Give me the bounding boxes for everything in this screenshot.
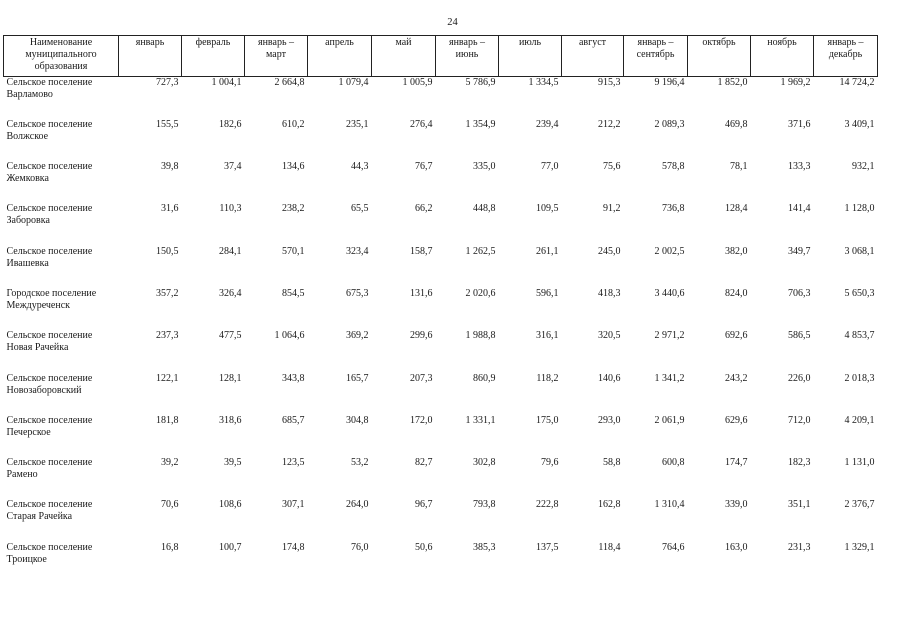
value-cell: 276,4	[410, 118, 433, 130]
value-cell: 610,2	[282, 118, 305, 130]
value-cell: 158,7	[410, 245, 433, 257]
value-cell: 307,1	[282, 499, 305, 511]
value-cell: 1 079,4	[338, 77, 369, 88]
table-row	[4, 415, 878, 457]
value-cell: 320,5	[598, 330, 621, 342]
data-table	[3, 35, 878, 584]
value-cell: 1 334,5	[528, 77, 559, 88]
value-cell: 793,8	[473, 499, 496, 511]
value-cell: 418,3	[598, 287, 621, 299]
value-cell: 371,6	[788, 118, 811, 130]
value-cell: 182,6	[219, 118, 242, 130]
value-cell: 150,5	[156, 245, 179, 257]
value-cell: 5 650,3	[844, 287, 875, 299]
table-row	[4, 161, 878, 203]
table-row	[4, 330, 878, 372]
value-cell: 477,5	[219, 330, 242, 342]
value-cell: 137,5	[536, 541, 559, 553]
value-cell: 596,1	[536, 287, 559, 299]
value-cell: 2 061,9	[654, 414, 685, 426]
value-cell: 108,6	[219, 499, 242, 511]
value-cell: 100,7	[219, 541, 242, 553]
value-cell: 675,3	[346, 287, 369, 299]
value-cell: 1 354,9	[465, 118, 496, 130]
value-cell: 131,6	[410, 287, 433, 299]
value-cell: 163,0	[725, 541, 748, 553]
value-cell: 351,1	[788, 499, 811, 511]
value-cell: 293,0	[598, 414, 621, 426]
column-header-name: Наименование муниципального образования	[4, 36, 119, 77]
value-cell: 629,6	[725, 414, 748, 426]
value-cell: 141,4	[788, 203, 811, 215]
value-cell: 110,3	[219, 203, 242, 215]
value-cell: 16,8	[161, 541, 179, 553]
value-cell: 9 196,4	[654, 77, 685, 88]
value-cell: 706,3	[788, 287, 811, 299]
value-cell: 82,7	[415, 457, 433, 469]
value-cell: 1 128,0	[844, 203, 875, 215]
value-cell: 727,3	[156, 77, 179, 88]
value-cell: 2 971,2	[654, 330, 685, 342]
value-cell: 932,1	[852, 161, 875, 173]
value-cell: 4 853,7	[844, 330, 875, 342]
municipality-name: Сельское поселение Жемковка	[6, 161, 93, 185]
municipality-name: Сельское поселение Ивашевка	[6, 245, 93, 269]
table-row	[4, 119, 878, 161]
column-header: май	[372, 36, 436, 77]
value-cell: 133,3	[788, 161, 811, 173]
column-header: апрель	[308, 36, 372, 77]
value-cell: 685,7	[282, 414, 305, 426]
value-cell: 2 376,7	[844, 499, 875, 511]
value-cell: 764,6	[662, 541, 685, 553]
value-cell: 181,8	[156, 414, 179, 426]
value-cell: 91,2	[603, 203, 621, 215]
table-row	[4, 542, 878, 584]
value-cell: 175,0	[536, 414, 559, 426]
value-cell: 1 064,6	[274, 330, 305, 342]
value-cell: 140,6	[598, 372, 621, 384]
value-cell: 39,2	[161, 457, 179, 469]
value-cell: 37,4	[224, 161, 242, 173]
value-cell: 231,3	[788, 541, 811, 553]
table-row	[4, 457, 878, 499]
value-cell: 357,2	[156, 287, 179, 299]
value-cell: 53,2	[351, 457, 369, 469]
value-cell: 343,8	[282, 372, 305, 384]
value-cell: 238,2	[282, 203, 305, 215]
value-cell: 1 988,8	[465, 330, 496, 342]
column-header: февраль	[182, 36, 245, 77]
value-cell: 261,1	[536, 245, 559, 257]
value-cell: 448,8	[473, 203, 496, 215]
value-cell: 854,5	[282, 287, 305, 299]
value-cell: 14 724,2	[839, 77, 875, 88]
value-cell: 264,0	[346, 499, 369, 511]
value-cell: 824,0	[725, 287, 748, 299]
value-cell: 226,0	[788, 372, 811, 384]
value-cell: 339,0	[725, 499, 748, 511]
value-cell: 326,4	[219, 287, 242, 299]
value-cell: 39,5	[224, 457, 242, 469]
value-cell: 1 341,2	[654, 372, 685, 384]
value-cell: 245,0	[598, 245, 621, 257]
value-cell: 385,3	[473, 541, 496, 553]
column-header: июль	[499, 36, 562, 77]
value-cell: 174,7	[725, 457, 748, 469]
value-cell: 302,8	[473, 457, 496, 469]
value-cell: 349,7	[788, 245, 811, 257]
municipality-name: Сельское поселение Волжское	[6, 118, 93, 142]
municipality-name: Сельское поселение Рамено	[6, 457, 93, 481]
value-cell: 2 089,3	[654, 118, 685, 130]
value-cell: 1 005,9	[402, 77, 433, 88]
value-cell: 39,8	[161, 161, 179, 173]
column-header: январь – декабрь	[814, 36, 878, 77]
value-cell: 79,6	[541, 457, 559, 469]
value-cell: 600,8	[662, 457, 685, 469]
value-cell: 323,4	[346, 245, 369, 257]
value-cell: 162,8	[598, 499, 621, 511]
value-cell: 118,2	[536, 372, 559, 384]
table-row	[4, 373, 878, 415]
value-cell: 182,3	[788, 457, 811, 469]
value-cell: 1 331,1	[465, 414, 496, 426]
value-cell: 5 786,9	[465, 77, 496, 88]
value-cell: 212,2	[598, 118, 621, 130]
value-cell: 243,2	[725, 372, 748, 384]
column-header: январь – март	[245, 36, 308, 77]
value-cell: 1 852,0	[717, 77, 748, 88]
value-cell: 96,7	[415, 499, 433, 511]
value-cell: 1 131,0	[844, 457, 875, 469]
value-cell: 128,1	[219, 372, 242, 384]
value-cell: 237,3	[156, 330, 179, 342]
value-cell: 578,8	[662, 161, 685, 173]
value-cell: 692,6	[725, 330, 748, 342]
value-cell: 239,4	[536, 118, 559, 130]
value-cell: 128,4	[725, 203, 748, 215]
value-cell: 284,1	[219, 245, 242, 257]
value-cell: 318,6	[219, 414, 242, 426]
value-cell: 122,1	[156, 372, 179, 384]
table-row	[4, 77, 878, 119]
value-cell: 316,1	[536, 330, 559, 342]
municipality-name: Сельское поселение Новозаборовский	[6, 372, 93, 396]
value-cell: 70,6	[161, 499, 179, 511]
column-header: январь – сентябрь	[624, 36, 688, 77]
value-cell: 76,7	[415, 161, 433, 173]
value-cell: 123,5	[282, 457, 305, 469]
value-cell: 172,0	[410, 414, 433, 426]
value-cell: 58,8	[603, 457, 621, 469]
column-header: ноябрь	[751, 36, 814, 77]
value-cell: 369,2	[346, 330, 369, 342]
value-cell: 222,8	[536, 499, 559, 511]
column-header: октябрь	[688, 36, 751, 77]
value-cell: 712,0	[788, 414, 811, 426]
column-header: август	[562, 36, 624, 77]
table-row	[4, 246, 878, 288]
value-cell: 50,6	[415, 541, 433, 553]
value-cell: 4 209,1	[844, 414, 875, 426]
municipality-name: Сельское поселение Заборовка	[6, 203, 93, 227]
table-row	[4, 499, 878, 541]
value-cell: 335,0	[473, 161, 496, 173]
municipality-name: Городское поселение Междуреченск	[6, 287, 97, 311]
table-row	[4, 288, 878, 330]
value-cell: 44,3	[351, 161, 369, 173]
value-cell: 2 018,3	[844, 372, 875, 384]
value-cell: 469,8	[725, 118, 748, 130]
value-cell: 155,5	[156, 118, 179, 130]
value-cell: 1 004,1	[211, 77, 242, 88]
table-row	[4, 203, 878, 245]
value-cell: 76,0	[351, 541, 369, 553]
value-cell: 207,3	[410, 372, 433, 384]
value-cell: 1 310,4	[654, 499, 685, 511]
value-cell: 860,9	[473, 372, 496, 384]
value-cell: 235,1	[346, 118, 369, 130]
value-cell: 2 002,5	[654, 245, 685, 257]
table-header-row	[4, 36, 878, 77]
value-cell: 3 440,6	[654, 287, 685, 299]
value-cell: 174,8	[282, 541, 305, 553]
municipality-name: Сельское поселение Варламово	[6, 77, 93, 100]
value-cell: 736,8	[662, 203, 685, 215]
value-cell: 382,0	[725, 245, 748, 257]
value-cell: 1 969,2	[780, 77, 811, 88]
value-cell: 1 262,5	[465, 245, 496, 257]
municipality-name: Сельское поселение Старая Рачейка	[6, 499, 93, 523]
value-cell: 31,6	[161, 203, 179, 215]
value-cell: 134,6	[282, 161, 305, 173]
value-cell: 65,5	[351, 203, 369, 215]
municipality-name: Сельское поселение Троицкое	[6, 541, 93, 565]
column-header: январь – июнь	[436, 36, 499, 77]
value-cell: 2 020,6	[465, 287, 496, 299]
value-cell: 586,5	[788, 330, 811, 342]
value-cell: 165,7	[346, 372, 369, 384]
municipality-name: Сельское поселение Печерское	[6, 414, 93, 438]
value-cell: 2 664,8	[274, 77, 305, 88]
value-cell: 118,4	[598, 541, 621, 553]
page-number: 24	[447, 17, 458, 28]
table-body	[4, 77, 878, 585]
value-cell: 1 329,1	[844, 541, 875, 553]
value-cell: 304,8	[346, 414, 369, 426]
value-cell: 299,6	[410, 330, 433, 342]
value-cell: 109,5	[536, 203, 559, 215]
municipality-name: Сельское поселение Новая Рачейка	[6, 330, 93, 354]
value-cell: 915,3	[598, 77, 621, 88]
value-cell: 78,1	[730, 161, 748, 173]
value-cell: 75,6	[603, 161, 621, 173]
value-cell: 3 068,1	[844, 245, 875, 257]
value-cell: 66,2	[415, 203, 433, 215]
value-cell: 3 409,1	[844, 118, 875, 130]
value-cell: 77,0	[541, 161, 559, 173]
column-header: январь	[119, 36, 182, 77]
value-cell: 570,1	[282, 245, 305, 257]
